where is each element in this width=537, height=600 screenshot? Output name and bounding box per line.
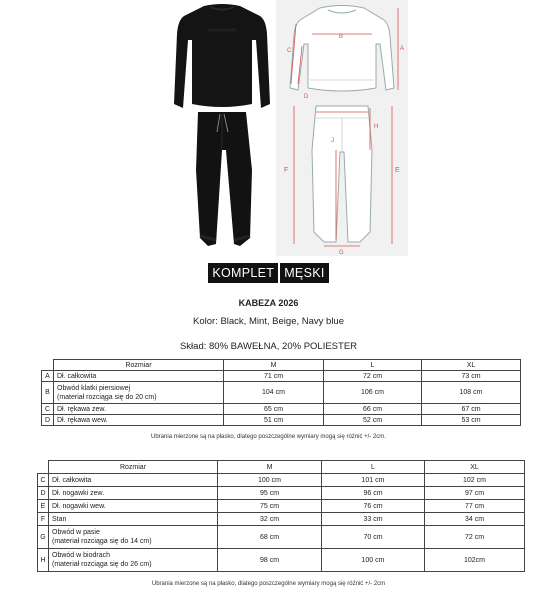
table-row: D Dł. nogawki zew. 95 cm 96 cm 97 cm — [38, 487, 525, 500]
header-l: L — [324, 360, 422, 371]
table-row: B Obwód klatki piersiowej (materiał rozciąga się do 20 cm) 104 cm 106 cm 108 cm — [42, 382, 521, 404]
label-h: H — [374, 124, 379, 130]
table-row: A Dł. całkowita 71 cm 72 cm 73 cm — [42, 371, 521, 382]
label-c: C — [287, 48, 292, 54]
measurement-note: Ubrania mierzone są na płasko, dlatego poszczególne wymiary mogą się różnić +/- 2cm. — [151, 434, 386, 440]
table-row: C Dł. całkowita 100 cm 101 cm 102 cm — [38, 474, 525, 487]
product-colors: Kolor: Black, Mint, Beige, Navy blue — [192, 316, 344, 327]
header-size: Rozmiar — [49, 461, 218, 474]
product-name: KABEZA 2026 — [238, 298, 299, 308]
badge-word-1: KOMPLET — [208, 263, 278, 283]
measurement-note-2: Ubrania mierzone są na płasko, dlatego poszczególne wymiary mogą się różnić +/- 2cm — [151, 581, 386, 587]
label-a: A — [400, 46, 405, 52]
table-header-row — [42, 360, 521, 371]
table-row: D Dł. rękawa wew. 51 cm 52 cm 53 cm — [42, 415, 521, 426]
header-m: M — [218, 461, 322, 474]
collection-badge — [0, 263, 537, 283]
joggers-size-table — [37, 460, 525, 572]
badge-word-2: MĘSKI — [280, 263, 328, 283]
product-photo — [172, 0, 272, 250]
table-header-row — [38, 461, 525, 474]
label-f: F — [284, 167, 289, 174]
table-row: G Obwód w pasie (materiał rozciąga się do 14 cm) 68 cm 70 cm 72 cm — [38, 526, 525, 549]
label-j: J — [331, 138, 334, 144]
table-row: C Dł. rękawa zew. 65 cm 66 cm 67 cm — [42, 404, 521, 415]
header-xl: XL — [422, 360, 521, 371]
product-material: Skład: 80% BAWEŁNA, 20% POLIESTER — [179, 341, 358, 352]
header-l: L — [322, 461, 425, 474]
size-guide-drawing — [276, 0, 408, 256]
sweatshirt-size-table — [41, 359, 521, 426]
header-xl: XL — [425, 461, 525, 474]
table-row: H Obwód w biodrach (materiał rozciąga się do 26 cm) 98 cm 100 cm 102cm — [38, 549, 525, 572]
label-b: B — [339, 34, 344, 40]
label-d: D — [304, 94, 309, 100]
table-row: F Stan 32 cm 33 cm 34 cm — [38, 513, 525, 526]
header-size: Rozmiar — [54, 360, 224, 371]
header-m: M — [224, 360, 324, 371]
label-g: G — [339, 250, 344, 256]
table-row: E Dł. nogawki wew. 75 cm 76 cm 77 cm — [38, 500, 525, 513]
label-e: E — [395, 167, 400, 174]
